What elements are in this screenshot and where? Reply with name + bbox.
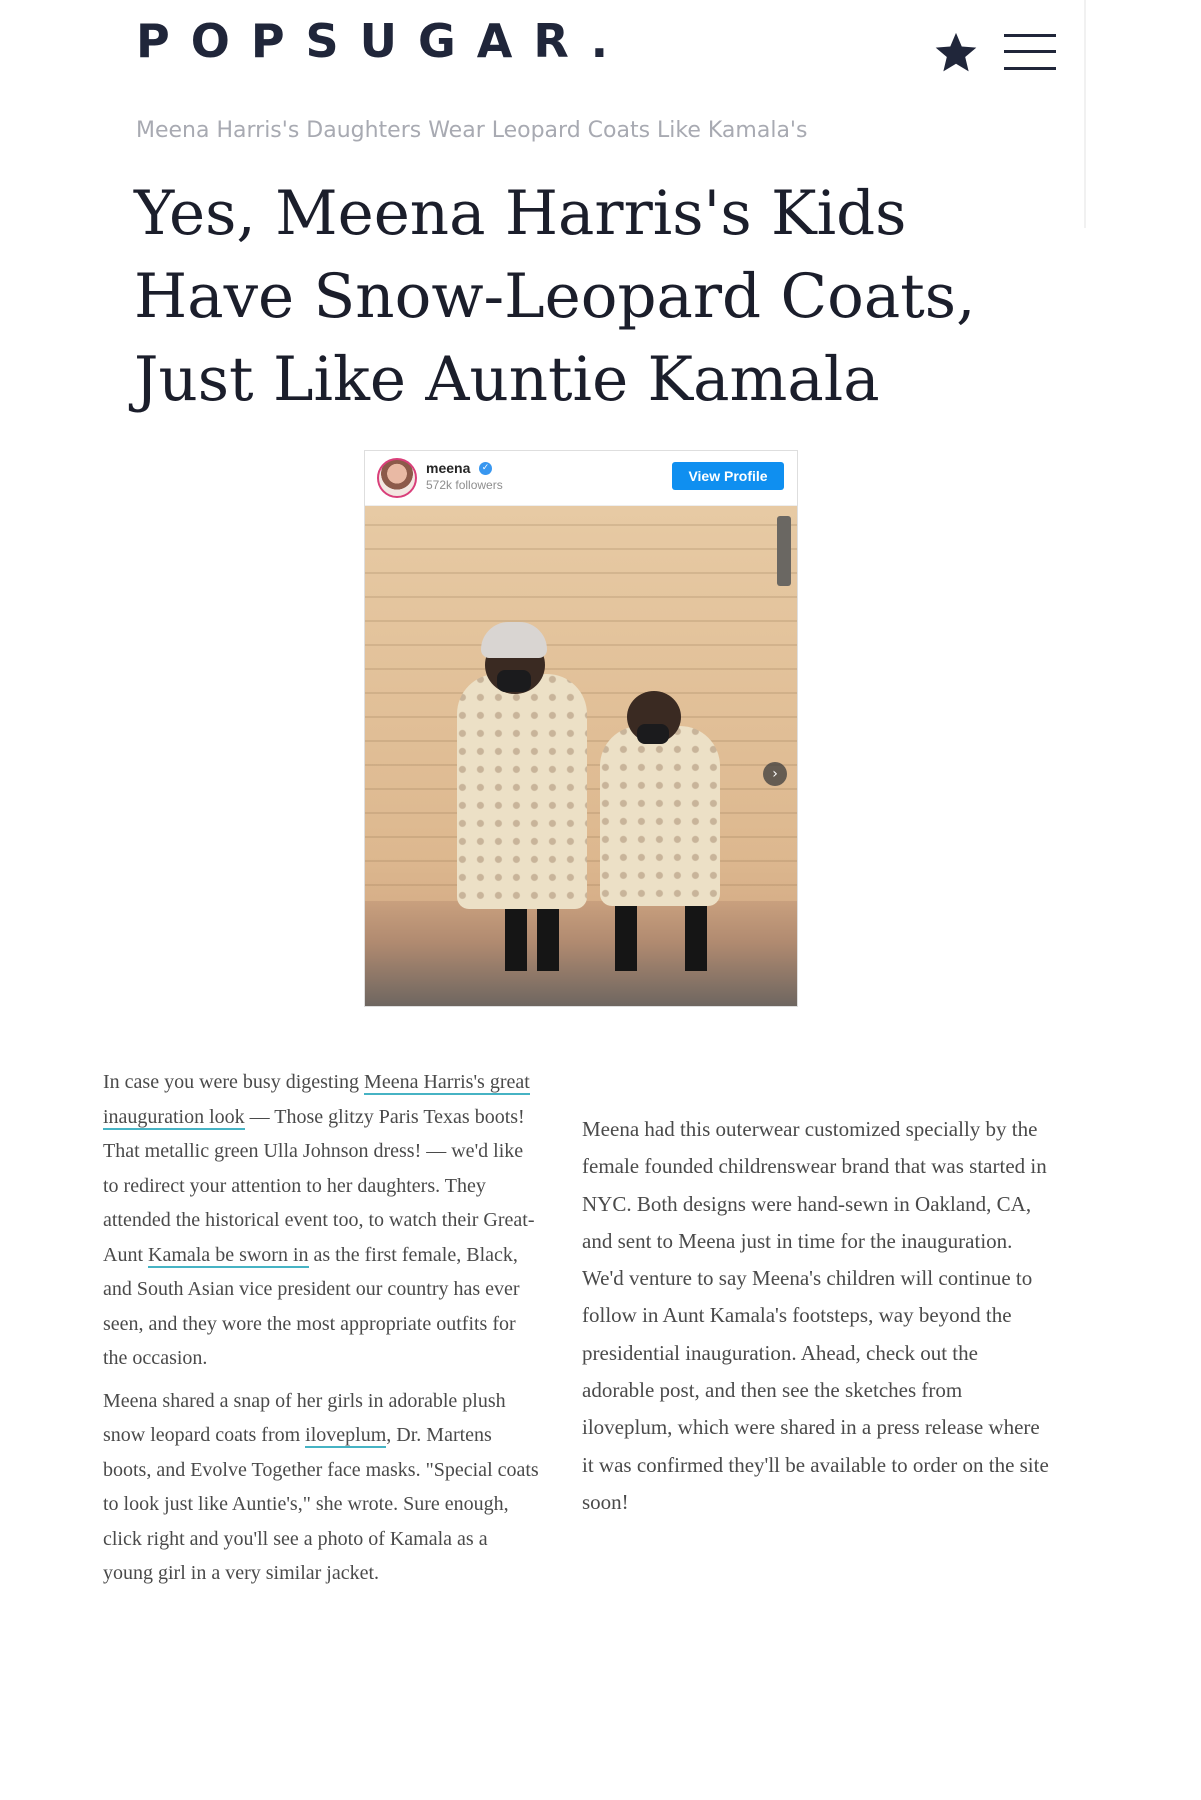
page-title: Yes, Meena Harris's Kids Have Snow-Leopard Coats, Just Like Auntie Kamala [134,178,976,415]
chevron-right-icon[interactable]: › [763,762,787,786]
article-text: Meena shared a snap of her girls in adorable plush snow leopard coats from [103,1389,506,1446]
photo-floor [365,901,797,1006]
divider [1084,0,1086,228]
photo-figure-part [497,670,531,692]
photo-figure-part [615,901,637,971]
photo-figure-part [637,724,669,744]
follower-count: 572k followers [426,478,503,492]
article-text: In case you were busy digesting [103,1071,365,1093]
breadcrumb[interactable]: Meena Harris's Daughters Wear Leopard Coats Like Kamala's [136,118,808,143]
article-text: as the first female, Black, and South Asian vice president our country has ever seen, and they wore the most appropriate outfits for the occasion. [103,1243,520,1369]
post-photo[interactable] [365,506,797,1006]
account-name[interactable]: meena [426,460,471,476]
verified-badge-icon: ✓ [479,462,492,475]
photo-figure-part [505,901,527,971]
article-link[interactable]: iloveplum [305,1424,387,1446]
photo-door-handle [777,516,791,586]
avatar[interactable] [377,458,417,498]
view-profile-button[interactable]: View Profile [672,462,784,490]
article-paragraph-2 [103,1384,539,1591]
article-column-left [103,1065,539,1591]
article-text: , Dr. Martens boots, and Evolve Together face masks. "Special coats to look just like Auntie's," she wrote. Sure enough, click right and you'll see a photo of Kamala as a young girl in a very similar jacket. [103,1424,539,1584]
photo-figure-part [457,674,587,909]
photo-figure-part [481,622,547,658]
hamburger-menu-icon[interactable] [1004,32,1056,72]
star-icon[interactable] [933,30,979,76]
article-paragraph-1 [103,1065,539,1376]
article-column-right [582,1111,1052,1521]
article-link[interactable]: Meena Harris's great inauguration look [103,1071,530,1128]
article-link[interactable]: Kamala be sworn in [148,1243,309,1266]
instagram-embed [364,450,798,1007]
article-paragraph-3: Meena had this outerwear customized specially by the female founded childrenswear brand that was started in NYC. Both designs were hand-sewn in Oakland, CA, and sent to Meena just in time for the inauguration. We'd venture to say Meena's children will continue to follow in Aunt Kamala's footsteps, way beyond the presidential inauguration. Ahead, check out the adorable post, and then see the sketches from iloveplum, which were shared in a press release where it was confirmed they'll be available to order on the site soon! [582,1117,1049,1514]
photo-figure-part [537,901,559,971]
photo-figure-part [600,726,720,906]
photo-figure-part [685,901,707,971]
popsugar-logo[interactable]: POPSUGAR. [136,14,630,68]
embed-header [365,451,797,506]
article-text: — Those glitzy Paris Texas boots! That metallic green Ulla Johnson dress! — we'd like to redirect your attention to her daughters. They attended the historical event too, to watch their Great-Aunt [103,1105,535,1266]
